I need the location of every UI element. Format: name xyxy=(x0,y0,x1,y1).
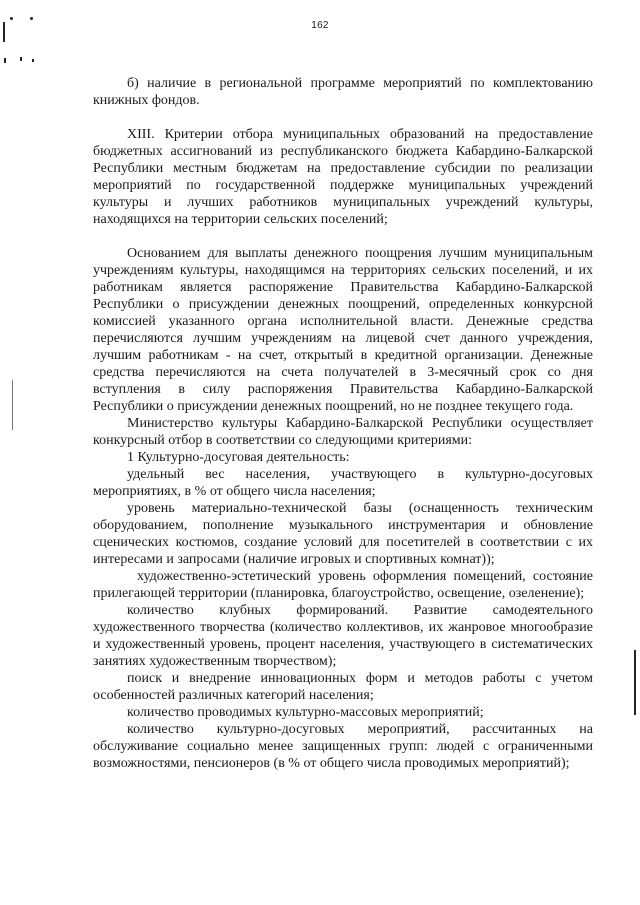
scan-mark xyxy=(10,17,13,20)
criteria-item: поиск и внедрение инновационных форм и методов работы с учетом особенностей различных категорий населения; xyxy=(93,671,593,703)
list-heading: 1 Культурно-досуговая деятельность: xyxy=(127,450,350,465)
criteria-item: количество культурно-досуговых мероприятий, рассчитанных на обслуживание социально менее защищенных групп: людей с ограниченными возможностями, пенсионеров (в % от общего числа проводимых мероприятий); xyxy=(93,722,593,771)
section-heading: XIII. Критерии отбора муниципальных образований на предоставление бюджетных ассигнований из республиканского бюджета Кабардино-Балкарской Республики местным бюджетам на предоставление субсидии по реализации мероприятий по государственной поддержке муниципальных учреждений культуры и лучших работников муниципальных учреждений культуры, находящихся на территории сельских поселений; xyxy=(93,127,593,227)
criteria-item: удельный вес населения, участвующего в культурно-досуговых мероприятиях, в % от общего числа населения; xyxy=(93,467,593,499)
scan-mark xyxy=(12,380,13,430)
scan-mark xyxy=(30,17,33,20)
scan-mark xyxy=(20,57,22,61)
document-body xyxy=(93,75,593,772)
paragraph: Основанием для выплаты денежного поощрения лучшим муниципальным учреждениям культуры, находящимся на территориях сельских поселений, и их работникам является распоряжение Правительства Кабардино-Балкарской Республики о присуждении денежных поощрений, определенных конкурсной комиссией указанного органа исполнительной власти. Денежные средства перечисляются лучшим учреждениям на лицевой счет данного учреждения, лучшим работникам - на счет, открытый в кредитной организации. Денежные средства перечисляются на счета получателей в 3-месячный срок со дня вступления в силу распоряжения Правительства Кабардино-Балкарской Республики о присуждении денежных поощрений, но не позднее текущего года. xyxy=(93,246,593,414)
scan-mark xyxy=(4,58,6,63)
paragraph: Министерство культуры Кабардино-Балкарской Республики осуществляет конкурсный отбор в соответствии со следующими критериями: xyxy=(93,416,593,448)
criteria-item: количество клубных формирований. Развитие самодеятельного художественного творчества (количество коллективов, их жанровое многообразие и художественный уровень, процент населения, участвующего в систематических занятиях художественным творчеством); xyxy=(93,603,593,669)
paragraph: б) наличие в региональной программе мероприятий по комплектованию книжных фондов. xyxy=(93,76,593,108)
scan-mark xyxy=(634,650,636,715)
criteria-item: уровень материально-технической базы (оснащенность техническим оборудованием, пополнение музыкального инструментария и обновление сценических костюмов, создание условий для посетителей в соответствии с их интересами и запросами (наличие игровых и спортивных комнат)); xyxy=(93,501,593,567)
page-number: 162 xyxy=(311,20,329,31)
criteria-item: художественно-эстетический уровень оформления помещений, состояние прилегающей территории (планировка, благоустройство, освещение, озеленение); xyxy=(93,569,593,601)
scan-mark xyxy=(32,59,34,62)
criteria-item: количество проводимых культурно-массовых мероприятий; xyxy=(127,705,484,720)
scan-mark xyxy=(3,22,5,42)
